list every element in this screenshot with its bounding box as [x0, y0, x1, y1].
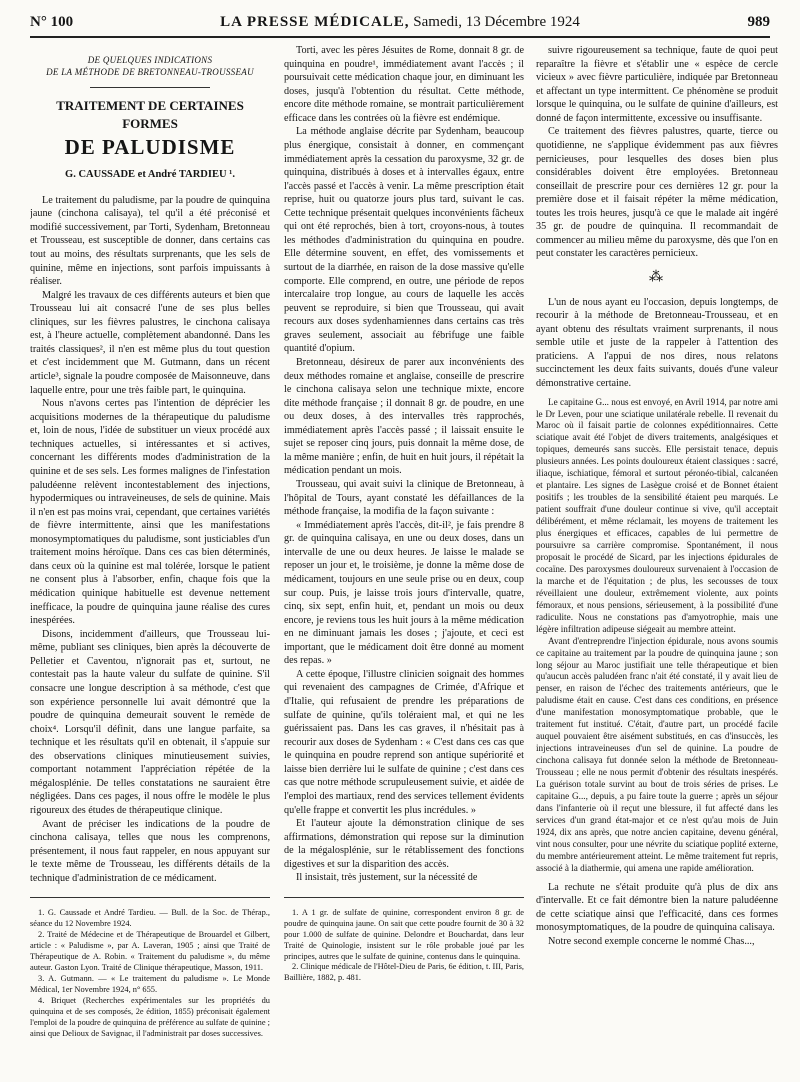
paragraph: Le traitement du paludisme, par la poudre de quinquina jaune (cinchona calisaya), tel qu'il a été préconisé et modifié successivement, par Torti, Sydenham, Bretonneau et Trousseau, est susceptible de donner, dans certains cas tout au moins, des résultats surprenants, que les sels de quinine, même en injections, sont parfois impuissants à réaliser. [30, 194, 270, 288]
paragraph: Ce traitement des fièvres palustres, quarte, tierce ou quotidienne, ne s'applique évidemment pas aux fièvres pernicieuses, pour lesquelles des doses bien plus considérables doivent être employées. Bretonneau conseillait de prescrire pour ces dernières 12 gr. pour la première dose et il faisait répéter la même médication, toutes les trois heures, jusqu'à ce que le malade ait ingéré 35 gr. de poudre de quinquina. Il recommandait de commencer au milieu même du paroxysme, dès que l'on en peut constater les caractères pernicieux. [536, 126, 778, 260]
footnote: 1. A 1 gr. de sulfate de quinine, correspondent environ 8 gr. de poudre de quinquina jaune. On sait que cette poudre fournit de 30 à 32 pour 1.000 de sulfate de quinine. Delondre et Bouchardat, dans leur Traité de Quinologie, insistent sur le rôle probable joué par les principes, autres que le sulfate de quinine, contenus dans le quinquina. [284, 907, 524, 961]
paragraph: « Immédiatement après l'accès, dit-il², je fais prendre 8 gr. de quinquina calisaya, en une ou deux doses, dans un intervalle de une ou deux heures. Je laisse le malade se reposer un jour et, le troisième, je donne la même dose de médicament, toujours en une seule prise ou en deux, coup sur coup. Puis, je laisse trois jours d'intervalle, quatre, cinq, six sept, enfin huit, et, pendant un mois ou deux encore, je reviens tous les huit jours à la même médication en ne diminuant jamais les doses ; j'ajoute, et ceci est important, que le médicament doit être donné au moment des repas. » [284, 519, 524, 667]
footnote: 2. Clinique médicale de l'Hôtel-Dieu de Paris, 6e édition, t. III, Paris, Baillière, 1882, p. 481. [284, 962, 524, 983]
divider [90, 87, 210, 88]
journal-name: LA PRESSE MÉDICALE, [220, 14, 410, 30]
column-2 [284, 44, 524, 1082]
paragraph: suivre rigoureusement sa technique, faute de quoi peut reparaître la fièvre et s'établir une « espèce de cercle vicieux » avec fièvre particulière, indiquée par Bretonneau et affectant un type intermittent. Ce phénomène se produit lorsque le quinquina, ou le sulfate de quinine d'ailleurs, est donné de façon intermittente, excessive ou insuffisante. [536, 45, 778, 124]
footnotes [30, 908, 270, 1039]
column-1 [30, 44, 270, 1082]
footnote-divider [30, 897, 270, 898]
article-title-line1: TRAITEMENT DE CERTAINES FORMES [56, 98, 244, 131]
issue-date: Samedi, 13 Décembre 1924 [413, 14, 580, 30]
footnote-divider [284, 897, 524, 898]
footnote: 3. A. Gutmann. — « Le traitement du paludisme ». Le Monde Médical, 1er Novembre 1924, n° 655. [30, 973, 270, 994]
supertitle-line: DE QUELQUES INDICATIONS [87, 55, 213, 65]
paragraph: Il insistait, très justement, sur la nécessité de [296, 872, 478, 884]
issue-number: N° 100 [30, 14, 74, 30]
paragraph: Disons, incidemment d'ailleurs, que Trousseau lui-même, publiant ses cliniques, bien après la découverte de Pelletier et Caventou, n'ignorait pas et, surtout, ne contestait pas la haute valeur du sulfate de quinine. S'il consacre une longue description à sa méthode, c'est que son expérience personnelle lui avait démontré que la poudre de quinquina demeurait souvent le remède de choix⁴. Lorsqu'il définit, dans une langue parfaite, sa technique et les résultats qu'il en obtenait, il s'appuie sur des observations cliniques minutieusement suivies, comportant notamment l'appréciation répétée de la mégalosplénie. De telles constatations ne sauraient être négligées. Dans ces pages, il nous offre le modèle le plus rigoureux des études de thérapeutique clinique. [30, 628, 270, 817]
paragraph: A cette époque, l'illustre clinicien soignait des hommes qui revenaient des campagnes de Crimée, d'Afrique et d'Italie, qui refusaient de prendre les préparations de sulfate de quinine, qu'ils toléraient mal, et qui ne les guérissaient pas. Dans les cas graves, il n'hésitait pas à recourir aux doses de Sydenham : « C'est dans ces cas que le quinquina en poudre reprend son antique supériorité et laisse bien derrière lui le sulfate de quinine ; c'est dans ces cas que notre méthode scrupuleusement suivie, et aidée de l'emploi des martiaux, rend des services tellement évidents qu'elle frappe et convertit les plus incrédules. » [284, 668, 524, 816]
paragraph: Avant de préciser les indications de la poudre de cinchona calisaya, telles que nous les comprenons, présentement, il nous faut rappeler, en nous appuyant sur le texte même de Trousseau, les différents détails de la technique d'administration de ce médicament. [30, 818, 270, 884]
body-text [30, 194, 270, 886]
paragraph: Torti, avec les pères Jésuites de Rome, donnait 8 gr. de quinquina en poudre¹, immédiatement avant l'accès ; il poursuivait cette médication chaque jour, en diminuant les doses, jusqu'à l'obtention du résultat. Cette méthode, encore dite méthode romaine, se montrait particulièrement efficace dans les contrées où la fièvre est endémique. [284, 45, 524, 124]
header-rule [30, 36, 770, 38]
paragraph: Nous n'avons certes pas l'intention de déprécier les acquisitions modernes de la thérapeutique du paludisme et, loin de nous, l'idée de substituer un vieux procédé aux techniques actuelles, si intéressantes et si actives, concernant les différents modes d'administration de la quinine et de ses sels. Les formes malignes de l'infestation paludéenne relèvent incontestablement des injections, hypodermiques ou intraveineuses, de sels de quinine. Mais il n'en est pas moins vrai, cependant, que certaines variétés de fièvre intermittente, ainsi que les manifestations monosymptomatiques du paludisme, sont justiciables d'un traitement moins héroïque. Dans ces cas bien déterminés, dans ceux où la quinine est mal tolérée, lorsque le patient ne consent plus à l'absorber, enfin, chaque fois que la médication quinique habituelle est devenue nettement inefficace, la poudre de quinquina jaune réalise des cures inespérées. [30, 398, 270, 627]
paragraph: La rechute ne s'était produite qu'à plus de dix ans d'intervalle. Et ce fait démontre bien la nature paludéenne de cette sciatique ainsi que l'efficacité, dans ces formes monosymptomatiques, de la poudre de quinquina calisaya. [536, 881, 778, 934]
footnote: 1. G. Caussade et André Tardieu. — Bull. de la Soc. de Thérap., séance du 12 Novembre 1924. [30, 908, 270, 929]
footnote: 4. Briquet (Recherches expérimentales sur les propriétés du quinquina et de ses composés, 2e édition, 1855) préconisait également l'emploi de la poudre de quinquina de préférence au sulfate de quinine ; ainsi que Delioux de Savignac, il l'administrait par doses successives. [30, 995, 270, 1038]
footnotes [284, 908, 524, 984]
article-authors: G. CAUSSADE et André TARDIEU ¹. [65, 168, 235, 180]
paragraph: Avant d'entreprendre l'injection épidurale, nous avons soumis ce capitaine au traitement par la poudre de quinquina jaune ; son long séjour au Maroc justifiait une telle thérapeutique et bien qu'aucun accès paludéen franc n'ait été constaté, il y avait lieu de penser, en raison de l'échec des traitements antérieurs, que le paludisme était en cause. C'est dans ces conditions, en présence d'une manifestation monosymptomatique probable, que le traitement fut institué. C'était, d'autre part, un procédé facile auquel pouvaient être aisément substitués, en cas d'insuccès, les injections intraveineuses d'un sel de quinine. La poudre de cinchona calisaya fut donnée selon la méthode de Bretonneau-Trousseau ; elle ne nous permit d'obtenir des résultats inespérés. La guérison totale survint au bout de trois séries de prises. Le capitaine G..., depuis, a pu faire toute la guerre ; après un séjour dans l'infanterie où il reçut une blessure, il fut affecté dans les services d'un grand état-major et ce n'est qu'au mois de Juin 1924, dix ans après, que notre ancien capitaine, devenu général, vint nous consulter, pour une névrite du sciatique poplité externe, du membre antérieurement atteint. Le même traitement fut repris, associé à la diathermie, qui amena une rapide amélioration. [536, 635, 778, 873]
case-report [536, 397, 778, 875]
page-header [30, 10, 770, 36]
paragraph: Et l'auteur ajoute la démonstration clinique de ses affirmations, démonstration qui repose sur la diminution de la mégalosplénie, sur le rétablissement des fonctions digestives et sur la disparition des accès. [284, 818, 524, 870]
body-text [536, 296, 778, 391]
supertitle-line: DE LA MÉTHODE DE BRETONNEAU-TROUSSEAU [46, 67, 254, 78]
paragraph: La méthode anglaise décrite par Sydenham, beaucoup plus énergique, consistait à donner, en commençant immédiatement après la cessation du paroxysme, 32 gr. de quinquina, distribués à doses et à intervalles égaux, entre l'accès passé et l'accès à venir. La même prescription était reprise, huit ou quatorze jours plus tard, suivant le cas. Cette technique présentait quelques inconvénients fâcheux qui ont été reprochés, bien à tort, croyons-nous, à toutes les méthodes d'administration du quinquina en poudre. Elle détermine souvent, en effet, des vomissements et surtout de la diarrhée, en raison de la dose massive qu'elle comporte. Elle comprend, en outre, une période de repos intercalaire trop longue, au cours de laquelle les accès peuvent se reproduire, si bien que Trousseau, qui avait recours aux doses sydenhamiennes dans certains cas très graves seulement, associait au fébrifuge une faible quantité d'opium. [284, 126, 524, 355]
paragraph: L'un de nous ayant eu l'occasion, depuis longtemps, de recourir à la méthode de Bretonneau-Trousseau, et en ayant obtenu des résultats vraiment surprenants, il nous semble utile et juste de la rappeler à l'attention des praticiens. A l'appui de nos dires, nous relatons succinctement les deux faits suivants, doués d'une valeur démonstrative certaine. [536, 296, 778, 389]
footnote: 2. Traité de Médecine et de Thérapeutique de Brouardel et Gilbert, article : « Paludisme », par A. Laveran, 1905 ; ainsi que Traité de Thérapeutique de A. Robin. « Traitement du paludisme », du même auteur. Gaston Lyon. Traité de Clinique thérapeutique, Masson, 1911. [30, 930, 270, 973]
column-3 [536, 44, 778, 1082]
paragraph: Bretonneau, désireux de parer aux inconvénients des deux méthodes romaine et anglaise, conseille de prescrire le cinchona calisaya selon une technique mixte, encore dite méthode française ; il donnait 8 gr. de poudre, en une ou deux doses, à des intervalles très rapprochés, immédiatement après l'accès passé ; il laissait ensuite le sujet se reposer cinq jours, puis donnait la même dose, de la même manière ; enfin, de huit en huit jours, il répétait la médication pendant un mois. [284, 356, 524, 477]
body-text [536, 881, 778, 949]
paragraph: Malgré les travaux de ces différents auteurs et bien que Trousseau lui ait consacré l'une de ses plus belles cliniques, sur les fièvres palustres, le cinchona calisaya est, à l'heure actuelle, complètement abandonné. Dans les traités classiques², il n'en est même plus du tout question et c'est incidemment que M. Gutmann, dans un récent article³, signale la poudre composée de Maisonneuve, dans laquelle entre, pour une très faible part, le quinquina. [30, 289, 270, 396]
section-separator: ⁂ [649, 270, 665, 285]
paragraph: Le capitaine G... nous est envoyé, en Avril 1914, par notre ami le Dr Leven, pour une sciatique unilatérale rebelle. Il revenait du Maroc où il faisait partie de colonnes expéditionnaires. Cette sciatique avait été l'objet de divers traitements, analgésiques et topiques, demeurés sans succès. Elle persistait tenace, depuis plusieurs années. Les points douloureux étaient classiques : sacré, iliaque, ischiatique, fémoral et surtout péronéo-tibial, calcanéen et plantaire. Les signes de Lasègue croisé et de Bonnet étaient positifs ; les troubles de la sensibilité étaient peu marqués. Le patient souffrait d'une douleur continue si vive, qu'il acceptait délibérément, et même réclamait, les moyens de traitement les plus énergiques et efficaces, capables de lui permettre de poursuivre sa carrière compromise. Spontanément, il nous proposait le procédé de Sicard, par les injections épidurales de cocaïne. Des paroxysmes douloureux survenaient à l'occasion de la marche et de l'équitation ; de plus, les secousses de toux réveillaient une douleur, extrêmement violente, aux points fémoraux, et nous pensions, sérieusement, à la possibilité d'une radiculite. Nous ne constations pas d'amyotrophie, mais une légère infiltration adipeuse siégeait au membre atteint. [536, 396, 778, 634]
body-text [536, 44, 778, 261]
paragraph: Notre second exemple concerne le nommé Chas..., [548, 935, 755, 947]
paragraph: Trousseau, qui avait suivi la clinique de Bretonneau, à l'hôpital de Tours, ayant constaté les défaillances de la méthode française, la modifia de la façon suivante : [284, 479, 524, 518]
journal-header-title [30, 14, 770, 31]
article-title-line2: DE PALUDISME [64, 134, 236, 159]
section-supertitle [30, 54, 270, 78]
page-number: 989 [747, 14, 770, 30]
body-text [284, 44, 524, 885]
